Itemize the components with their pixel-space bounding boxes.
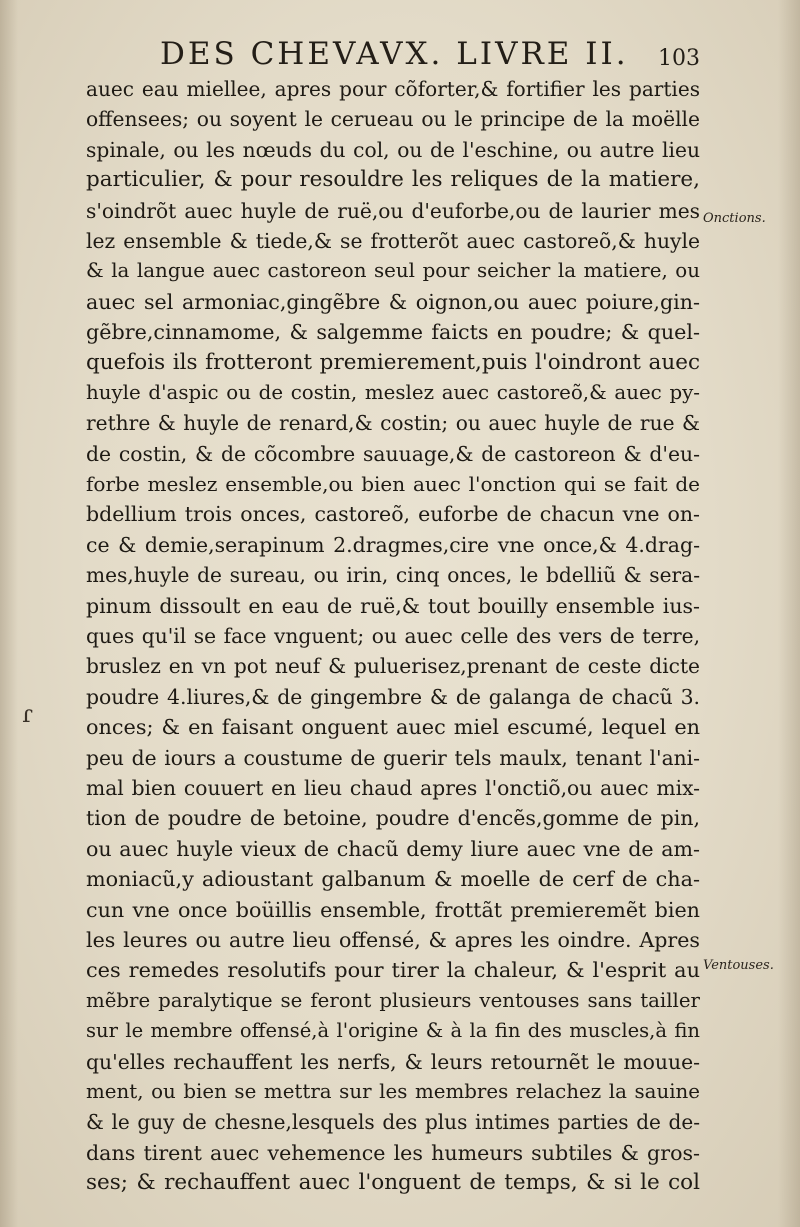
page-number: 103: [658, 46, 700, 71]
text-line: particulier, & pour resouldre les reliques de la matiere,: [86, 167, 700, 193]
text-line: mal bien couuert en lieu chaud apres l'onctiõ,ou auec mix-: [86, 775, 700, 800]
text-line: gẽbre,cinnamome, & salgemme faicts en poudre; & quel-: [86, 320, 700, 345]
text-line: ou auec huyle vieux de chacũ demy liure auec vne de am-: [86, 836, 700, 861]
text-line: cun vne once boüillis ensemble, frottãt premieremẽt bien: [86, 897, 700, 922]
text-line: pinum dissoult en eau de ruë,& tout bouilly ensemble ius-: [86, 593, 700, 618]
text-line: mes,huyle de sureau, ou irin, cinq onces, le bdelliũ & sera-: [86, 563, 700, 588]
margin-note-ventouses: Ventouses.: [703, 958, 774, 973]
text-line: spinale, ou les nœuds du col, ou de l'eschine, ou autre lieu: [86, 137, 700, 162]
text-line: dans tirent auec vehemence les humeurs subtiles & gros-: [86, 1140, 700, 1165]
text-line: ment, ou bien se mettra sur les membres relachez la sauine: [86, 1079, 700, 1103]
text-line: ques qu'il se face vnguent; ou auec celle des vers de terre,: [86, 624, 700, 649]
page-edge-shadow-right: [778, 0, 800, 1227]
text-line: auec eau miellee, apres pour cõforter,& fortifier les parties: [86, 77, 700, 101]
text-line: peu de iours a coustume de guerir tels maulx, tenant l'ani-: [86, 745, 700, 770]
page-header: [0, 36, 800, 76]
text-line: & le guy de chesne,lesquels des plus intimes parties de de-: [86, 1110, 700, 1135]
page-edge-shadow-left: [0, 0, 18, 1227]
text-line: les leures ou autre lieu offensé, & apres les oindre. Apres: [86, 927, 700, 952]
text-line: ce & demie,serapinum 2.dragmes,cire vne once,& 4.drag-: [86, 532, 700, 557]
text-line: onces; & en faisant onguent auec miel escumé, lequel en: [86, 715, 700, 740]
text-line: quefois ils frotteront premierement,puis l'oindront auec: [86, 349, 700, 375]
ink-fleck-mark: ɾ: [22, 700, 33, 728]
text-line: ses; & rechauffent auec l'onguent de temps, & si le col: [86, 1170, 700, 1196]
margin-note-onctions: Onctions.: [703, 211, 766, 226]
text-line: mẽbre paralytique se feront plusieurs ventouses sans tailler: [86, 988, 700, 1012]
running-title: DES CHEVAVX. LIVRE II.: [160, 36, 629, 72]
text-line: bdellium trois onces, castoreõ, euforbe de chacun vne on-: [86, 502, 700, 527]
text-line: offensees; ou soyent le cerueau ou le principe de la moëlle: [86, 107, 700, 132]
text-line: qu'elles rechauffent les nerfs, & leurs retournẽt le mouue-: [86, 1049, 700, 1074]
text-line: ces remedes resolutifs pour tirer la chaleur, & l'esprit au: [86, 958, 700, 983]
body-text: [86, 74, 700, 1198]
text-line: rethre & huyle de renard,& costin; ou auec huyle de rue &: [86, 411, 700, 436]
text-line: & la langue auec castoreon seul pour seicher la matiere, ou: [86, 259, 700, 283]
text-line: sur le membre offensé,à l'origine & à la fin des muscles,à fin: [86, 1019, 700, 1043]
text-line: de costin, & de cõcombre sauuage,& de castoreon & d'eu-: [86, 441, 700, 466]
text-line: tion de poudre de betoine, poudre d'encẽs,gomme de pin,: [86, 806, 700, 831]
text-line: huyle d'aspic ou de costin, meslez auec castoreõ,& auec py-: [86, 380, 700, 404]
text-line: poudre 4.liures,& de gingembre & de galanga de chacũ 3.: [86, 684, 700, 709]
text-line: lez ensemble & tiede,& se frotterõt auec castoreõ,& huyle: [86, 228, 700, 253]
text-line: s'oindrõt auec huyle de ruë,ou d'euforbe,ou de laurier mes: [86, 198, 700, 223]
text-line: moniacũ,y adioustant galbanum & moelle de cerf de cha-: [86, 867, 700, 892]
text-line: bruslez en vn pot neuf & puluerisez,prenant de ceste dicte: [86, 654, 700, 679]
text-line: forbe meslez ensemble,ou bien auec l'onction qui se fait de: [86, 472, 700, 497]
text-line: auec sel armoniac,gingẽbre & oignon,ou auec poiure,gin-: [86, 289, 700, 314]
